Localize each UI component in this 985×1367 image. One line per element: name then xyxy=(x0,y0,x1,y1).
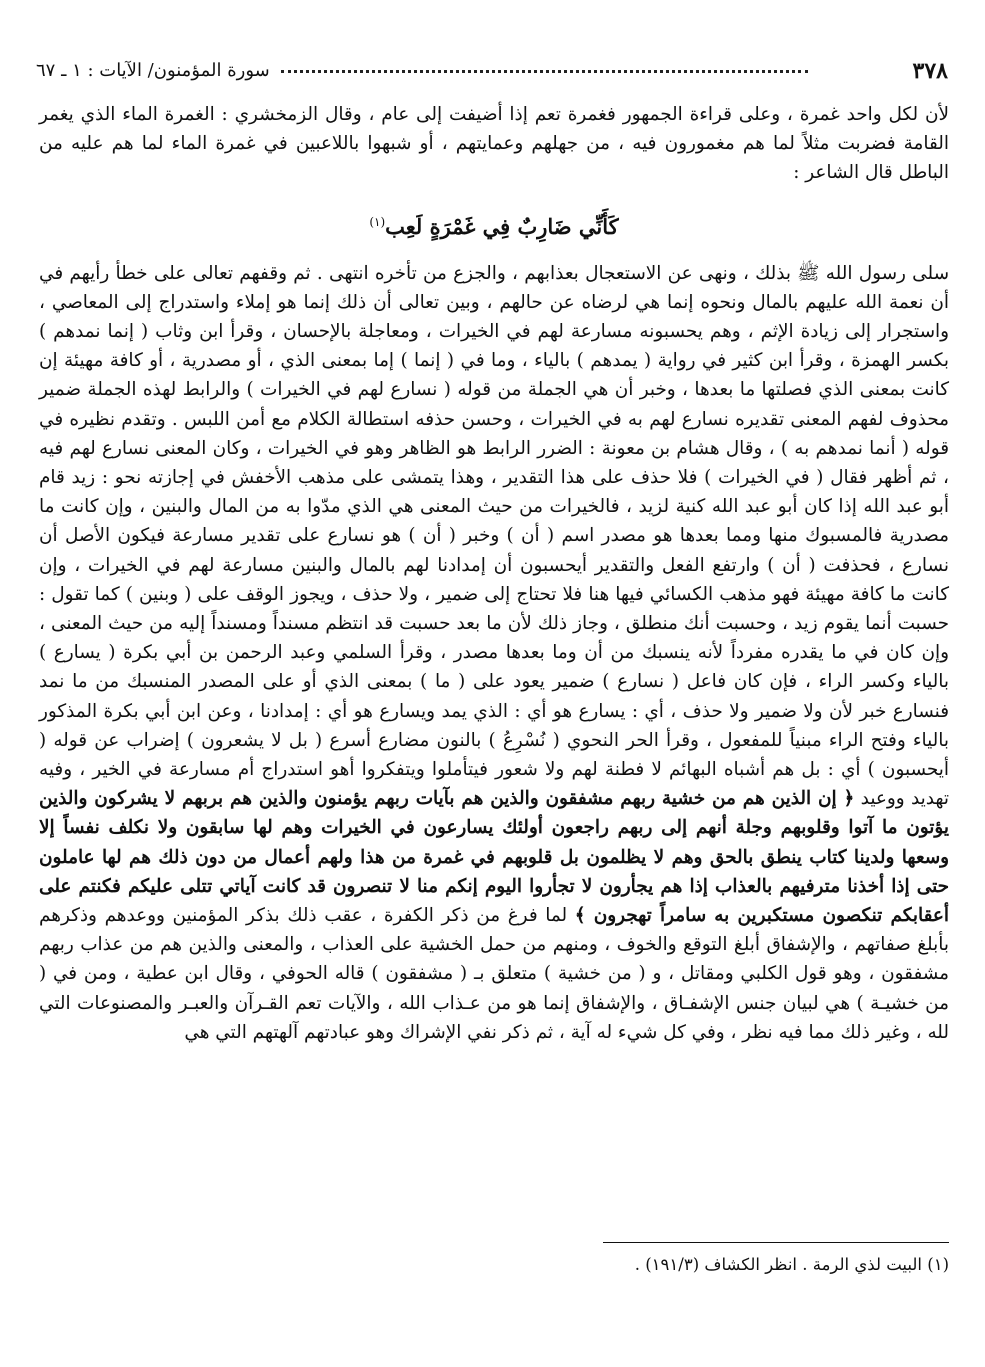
quran-passage: ﴿ إن الذين هم من خشية ربهم مشفقون والذين هم بآيات ربهم يؤمنون والذين هم بربهم لا يشركون والذين يؤتون ما آتوا وقلوبهم وجلة أنهم إلى ربهم راجعون أولئك يسارعون في الخيرات وهم لها سابقون ولا نكلف نفساً إلا وسعها ولدينا كتاب ينطق بالحق وهم لا يظلمون بل قلوبهم في غمرة من هذا ولهم أعمال من دون ذلك هم لها عاملون حتى إذا أخذنا مترفيهم بالعذاب إذا هم يجأرون لا تجأروا اليوم إنكم منا لا تنصرون قد كانت آياتي تتلى عليكم فكنتم على أعقابكم تنكصون مستكبرين به سامراً تهجرون ﴾ xyxy=(39,788,949,927)
footnote-separator xyxy=(603,1242,949,1243)
page-number: ٣٧٨ xyxy=(912,58,948,84)
running-title: سورة المؤمنون/ الآيات : ١ ـ ٦٧ xyxy=(36,60,270,81)
intro-paragraph: لأن لكل واحد غمرة ، وعلى قراءة الجمهور فغمرة تعم إذا أضيفت إلى عام ، وقال الزمخشري : الغمرة الماء الذي يغمر القامة فضربت مثلاً لما هم مغمورون فيه ، من جهلهم وعمايتهم ، أو شبهوا باللاعبين في غمرة الماء لما هم عليه من الباطل قال الشاعر : xyxy=(39,104,949,184)
commentary-continuation: لما فرغ من ذكر الكفرة ، عقب ذلك بذكر المؤمنين ووعدهم وذكرهم بأبلغ صفاتهم ، والإشفاق أبلغ التوقع والخوف ، ومنهم من حمل الخشية على العذاب ، والمعنى والذين هم من عذاب ربهم مشفقون ، وهو قول الكلبي ومقاتل ، و ( من خشية ) متعلق بـ ( مشفقون ) قاله الحوفي ، وقال ابن عطية ، ومن في ( من خشيـة ) هي لبيان جنس الإشفـاق ، والإشفاق إنما هو من عـذاب الله ، والآيات تعم القـرآن والعبـر والمصنوعات التي لله ، وغير ذلك مما فيه نظر ، وفي كل شيء له آية ، ثم ذكر نفي الإشراك وهو عبادتهم آلهتهم التي هي xyxy=(39,905,949,1043)
page-body xyxy=(39,100,949,1047)
verse-text: كَأَنِّي ضَارِبٌ فِي غَمْرَةٍ لَعِب xyxy=(385,213,619,239)
poetry-verse xyxy=(39,206,949,243)
commentary-paragraph xyxy=(39,259,949,1047)
footnote-marker: (١) xyxy=(369,214,386,229)
commentary-text: سلى رسول الله ﷺ بذلك ، ونهى عن الاستعجال بعذابهم ، والجزع من تأخره انتهى . ثم وقفهم تعالى على خطأ رأيهم في أن نعمة الله عليهم بالمال ونحوه إنما هي لرضاه عن حالهم ، وبين تعالى أن ذلك إنما هو إملاء واستدراج إلى المعاصي ، واستجرار إلى زيادة الإثم ، وهم يحسبونه مسارعة لهم في الخيرات ، ومعاجلة بالإحسان ، وقرأ ابن وثاب ( إنما نمدهم ) بكسر الهمزة ، وقرأ ابن كثير في رواية ( يمدهم ) بالياء ، وما في ( إنما ) إما بمعنى الذي ، أو مصدرية ، أو كافة مهيئة إن كانت بمعنى الذي فصلتها ما بعدها ، وخبر أن هي الجملة من قوله ( نسارع لهم في الخيرات ) والرابط لهذه الجملة ضمير محذوف لفهم المعنى تقديره نسارع لهم به في الخيرات ، وحسن حذفه استطالة الكلام مع أمن اللبس . وتقدم نظيره في قوله ( أنما نمدهم به ) ، وقال هشام بن معونة : الضرر الرابط هو الظاهر وهو في الخيرات ، وكان المعنى نسارع لهم فيه ، ثم أظهر فقال ( في الخيرات ) فلا حذف على هذا التقدير ، وهذا يتمشى على مذهب الأخفش في إجازته نحو : زيد قام أبو عبد الله إذا كان أبو عبد الله كنية لزيد ، فالخيرات من حيث المعنى هي الذي مدّوا به من المال والبنين ، وإن كانت ما مصدرية فالمسبوك منها ومما بعدها هو مصدر اسم ( أن ) وخبر ( أن ) هو نسارع على تقدير مسارعة فيكون الأصل أن نسارع ، فحذفت ( أن ) وارتفع الفعل والتقدير أيحسبون أن إمدادنا لهم بالمال والبنين مسارعة لهم في الخيرات ، وإن كانت ما كافة مهيئة فهو مذهب الكسائي فيها هنا فلا تحتاج إلى ضمير ، ولا حذف ، ويجوز الوقف على ( وبنين ) كما تقول : حسبت أنما يقوم زيد ، وحسبت أنك منطلق ، وجاز ذلك لأن ما بعد حسبت قد انتظم مسنداً ومسنداً إليه من حيث المعنى ، وإن كان في ما يقدره مفرداً لأنه ينسبك من أن وما بعدها مصدر ، وقرأ السلمي وعبد الرحمن بن أبي بكرة ( يسارع ) بالياء وكسر الراء ، فإن كان فاعل ( نسارع ) ضمير يعود على ( ما ) بمعنى الذي أو على المصدر المنسبك من ما نمد فنسارع خبر لأن ولا ضمير ولا حذف ، أي : يسارع هو أي : الذي يمد ويسارع هو أي : إمدادنا ، وعن ابن أبي بكرة المذكور بالياء وفتح الراء مبنياً للمفعول ، وقرأ الحر النحوي ( نُسْرِعُ ) بالنون مضارع أسرع ( بل لا يشعرون ) إضراب عن قوله ( أيحسبون ) أي : بل هم أشباه البهائم لا فطنة لهم ولا شعور فيتأملوا ويتفكروا أهو استدراج أم مسارعة في الخير ، وفيه تهديد ووعيد xyxy=(39,262,949,810)
page-header xyxy=(36,56,948,86)
footnote: (١) البيت لذي الرمة . انظر الكشاف (١٩١/٣) . xyxy=(634,1255,949,1274)
header-dotted-leader xyxy=(281,70,808,73)
